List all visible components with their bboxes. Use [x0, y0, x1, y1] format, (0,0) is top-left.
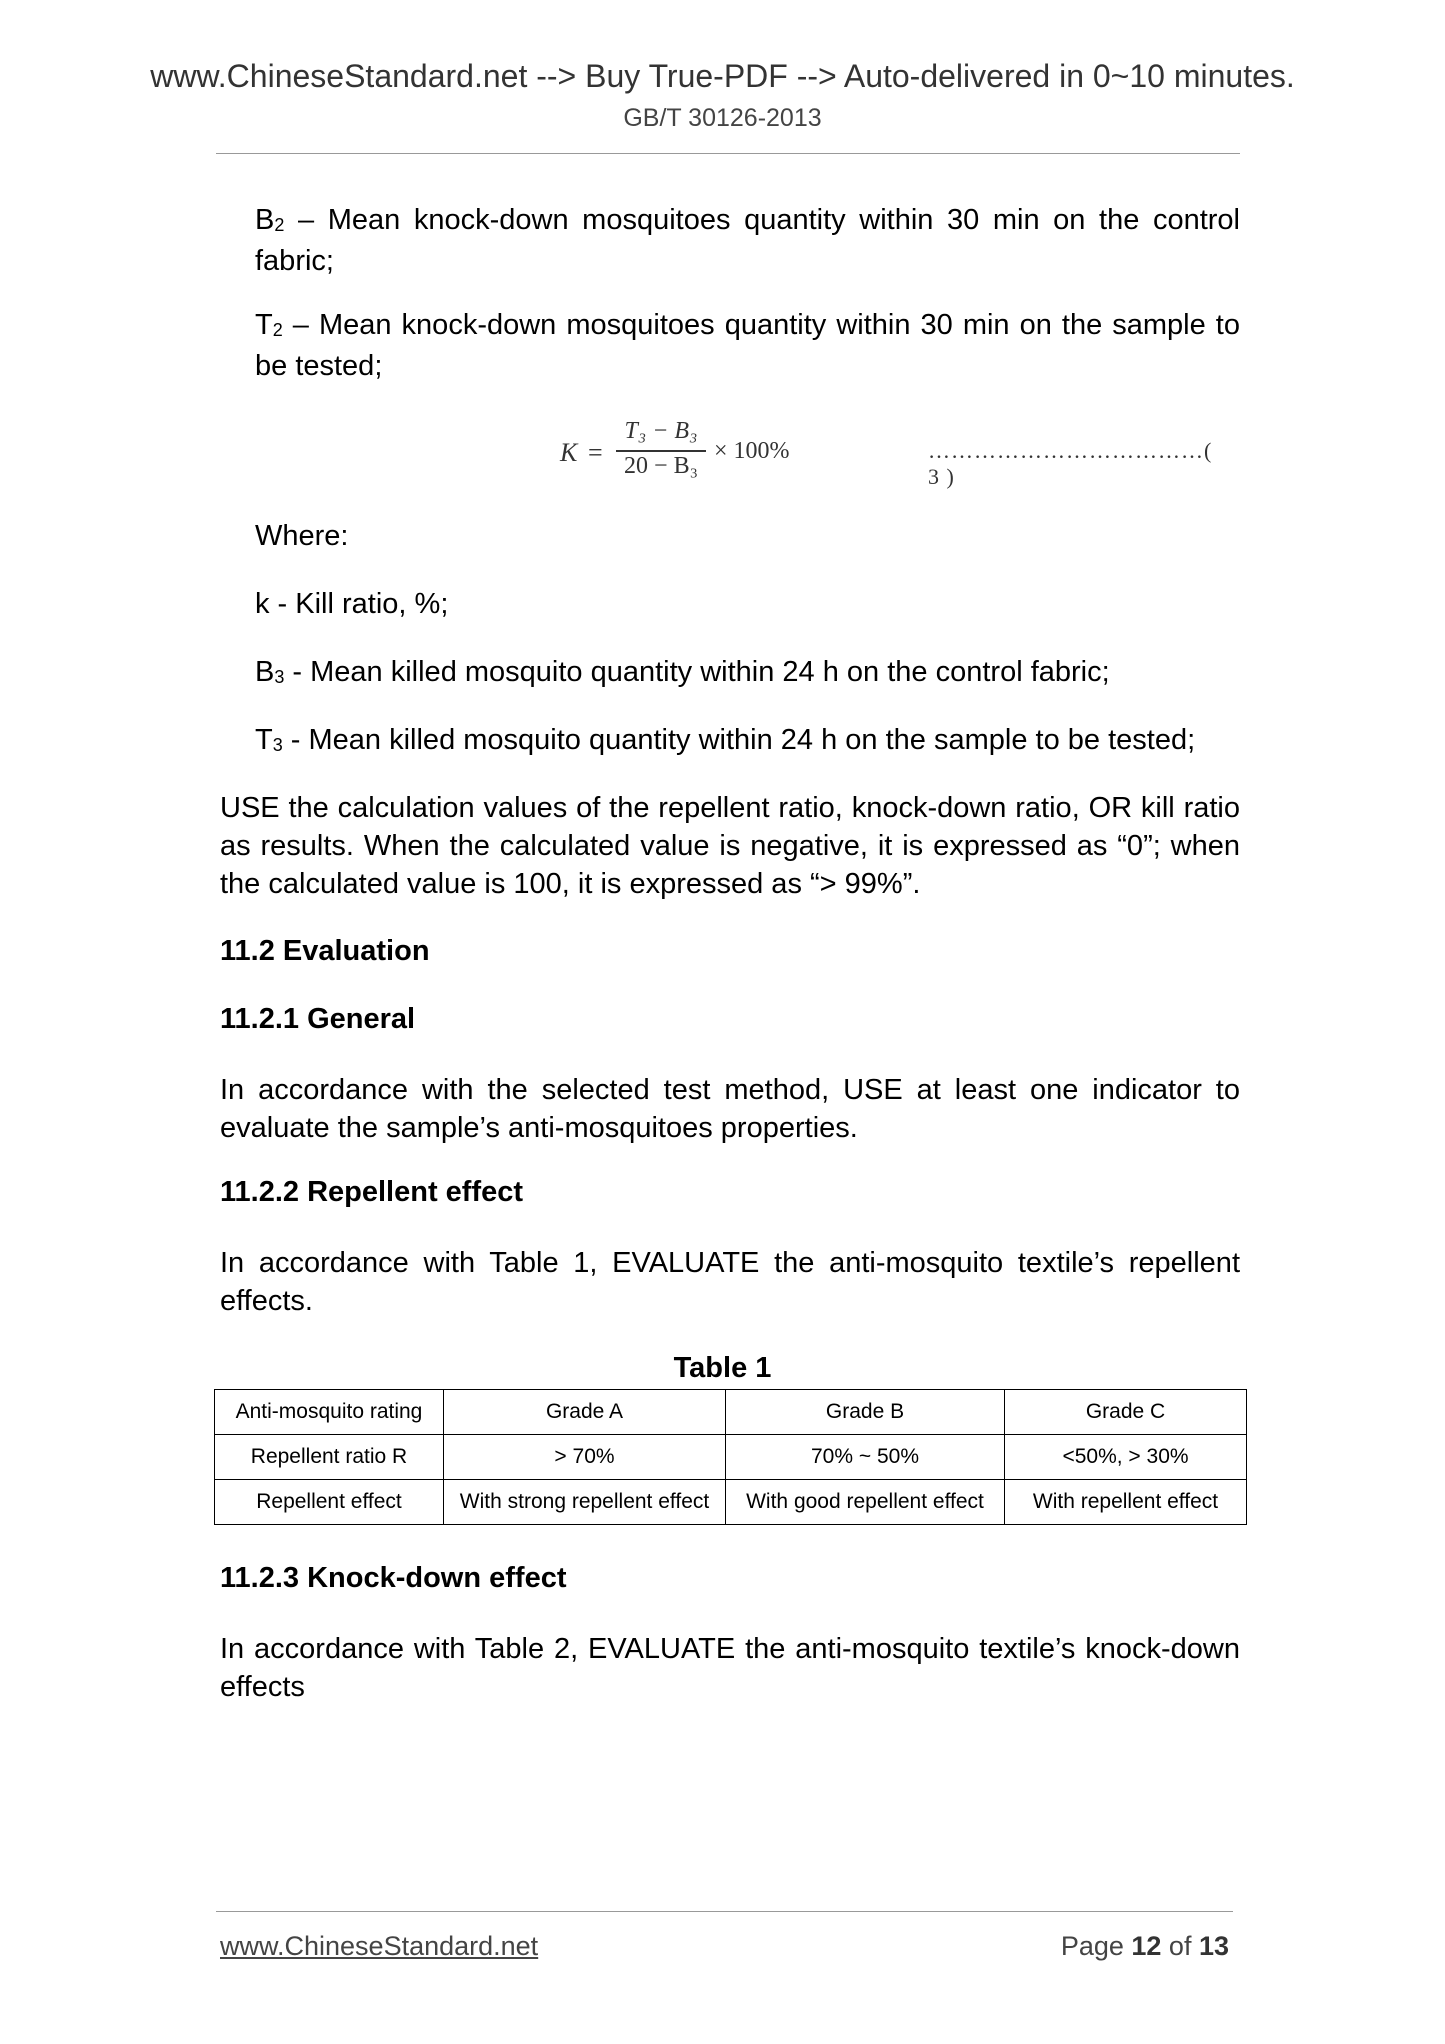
table-cell: Grade C [1005, 1390, 1247, 1435]
definition-t2: $T_2$ – Mean knock-down mosquitoes quantity within 30 min on the sample to be tested; [255, 309, 1240, 382]
table-cell: Repellent effect [215, 1480, 444, 1525]
table-cell: With strong repellent effect [444, 1480, 726, 1525]
formula-number: ………………………………( 3 ) [928, 438, 1213, 489]
document-id: GB/T 30126-2013 [623, 104, 822, 132]
kill-ratio-formula [560, 418, 1220, 489]
table-cell: Anti-mosquito rating [215, 1390, 444, 1435]
definition-t3: $T_3$ - Mean killed mosquito quantity within 24 h on the sample to be tested; [255, 724, 1196, 756]
heading-11-2: 11.2 Evaluation [220, 935, 430, 967]
footer-divider [216, 1911, 1233, 1912]
formula-multiplier: × 100% [714, 438, 790, 464]
table-cell: > 70% [444, 1435, 726, 1480]
formula-lhs: K [560, 438, 578, 467]
table-row [215, 1435, 1247, 1480]
heading-11-2-1: 11.2.1 General [220, 1003, 416, 1035]
table-cell: Grade B [726, 1390, 1005, 1435]
table-cell: Grade A [444, 1390, 726, 1435]
heading-11-2-2: 11.2.2 Repellent effect [220, 1176, 524, 1208]
table-cell: With repellent effect [1005, 1480, 1247, 1525]
table-1 [214, 1389, 1247, 1525]
heading-11-2-3: 11.2.3 Knock-down effect [220, 1562, 567, 1594]
footer-website-link[interactable]: www.ChineseStandard.net [220, 1931, 539, 1961]
definition-b3: $B_3$ - Mean killed mosquito quantity within 24 h on the control fabric; [255, 656, 1110, 688]
table-row [215, 1390, 1247, 1435]
table-cell: With good repellent effect [726, 1480, 1005, 1525]
table-cell: <50%, > 30% [1005, 1435, 1247, 1480]
table-row [215, 1480, 1247, 1525]
formula-denominator: 20 − B₃ [624, 453, 698, 479]
formula-numerator: T₃ − B₃ [624, 418, 698, 444]
where-label: Where: [255, 520, 349, 552]
table-cell: Repellent ratio R [215, 1435, 444, 1480]
fraction-bar [616, 450, 706, 452]
header-banner: www.ChineseStandard.net --> Buy True-PDF --> Auto-delivered in 0~10 minutes. [150, 58, 1295, 94]
results-paragraph: USE the calculation values of the repellent ratio, knock-down ratio, OR kill ratio as results. When the calculated value is negative, it is expressed as “0”; when the calculated value is 100, it is expressed as “> 99%”. [220, 792, 1240, 900]
formula-equals: = [588, 438, 603, 467]
table-1-title: Table 1 [673, 1352, 772, 1384]
definition-b2: $B_2$ – Mean knock-down mosquitoes quantity within 30 min on the control fabric; [255, 204, 1240, 277]
header-divider [216, 153, 1240, 154]
knockdown-paragraph: In accordance with Table 2, EVALUATE the anti-mosquito textile’s knock-down effects [220, 1633, 1240, 1703]
kill-ratio-definition: k - Kill ratio, %; [255, 588, 449, 620]
table-cell: 70% ~ 50% [726, 1435, 1005, 1480]
general-paragraph: In accordance with the selected test method, USE at least one indicator to evaluate the sample’s anti-mosquitoes properties. [220, 1074, 1240, 1144]
page-number: Page 12 of 13 [1060, 1931, 1229, 1961]
repellent-paragraph: In accordance with Table 1, EVALUATE the anti-mosquito textile’s repellent effects. [220, 1247, 1240, 1317]
